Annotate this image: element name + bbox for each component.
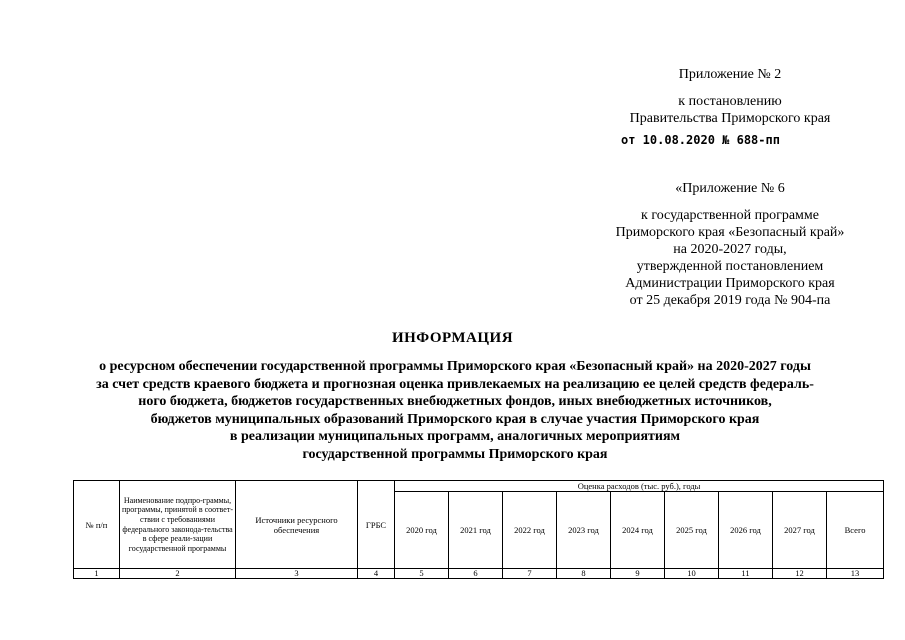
appendix-6-line: от 25 декабря 2019 года № 904-па	[629, 293, 831, 308]
column-number-cell: 10	[665, 569, 719, 579]
resource-table	[73, 480, 884, 579]
column-number-cell: 5	[395, 569, 449, 579]
appendix-2-block	[600, 66, 860, 127]
header-cell-year: 2021 год	[449, 492, 503, 569]
header-cell-year: 2022 год	[503, 492, 557, 569]
column-number-cell: 9	[611, 569, 665, 579]
resolution-date-stamp: от 10.08.2020 № 688-пп	[621, 133, 780, 147]
column-number-cell: 2	[120, 569, 236, 579]
document-title: ИНФОРМАЦИЯ	[391, 330, 514, 346]
column-number-cell: 4	[358, 569, 395, 579]
header-cell-expenses-group: Оценка расходов (тыс. руб.), годы	[395, 481, 884, 492]
subtitle-line: ного бюджета, бюджетов государственных внебюджетных фондов, иных внебюджетных источников,	[138, 394, 772, 409]
header-cell-sources: Источники ресурсного обеспечения	[236, 481, 358, 569]
header-cell-year: 2020 год	[395, 492, 449, 569]
header-cell-num: № п/п	[74, 481, 120, 569]
header-cell-program-name: Наименование подпро-граммы, программы, принятой в соответ-ствии с требованиями федерального законода-тельства в сфере реали-зации государственной программы	[120, 481, 236, 569]
header-cell-year: 2027 год	[773, 492, 827, 569]
subtitle-line: о ресурсном обеспечении государственной программы Приморского края «Безопасный край» на 2020-2027 годы	[99, 359, 811, 374]
appendix-6-line: к государственной программе	[641, 208, 819, 223]
document-subtitle	[40, 358, 870, 463]
subtitle-line: в реализации муниципальных программ, аналогичных мероприятиям	[229, 429, 681, 444]
column-number-cell: 11	[719, 569, 773, 579]
appendix-2-line-government: Правительства Приморского края	[629, 111, 831, 126]
appendix-2-line-resolution: к постановлению	[678, 94, 782, 109]
subtitle-line: государственной программы Приморского края	[302, 446, 608, 462]
table-column-numbers-row	[74, 569, 884, 579]
appendix-6-line: Администрации Приморского края	[625, 276, 835, 291]
header-cell-grbs: ГРБС	[358, 481, 395, 569]
appendix-6-heading: «Приложение № 6	[675, 181, 785, 196]
column-number-cell: 3	[236, 569, 358, 579]
column-number-cell: 13	[827, 569, 884, 579]
appendix-6-block	[600, 180, 860, 309]
header-cell-year: 2023 год	[557, 492, 611, 569]
appendix-6-line: утвержденной постановлением	[636, 259, 824, 274]
header-cell-year: 2026 год	[719, 492, 773, 569]
appendix-2-heading: Приложение № 2	[678, 67, 782, 82]
header-cell-total: Всего	[827, 492, 884, 569]
appendix-6-line: на 2020-2027 годы,	[673, 242, 787, 257]
column-number-cell: 8	[557, 569, 611, 579]
header-cell-year: 2024 год	[611, 492, 665, 569]
subtitle-line: за счет средств краевого бюджета и прогнозная оценка привлекаемых на реализацию ее целей средств федераль-	[96, 376, 814, 392]
header-cell-year: 2025 год	[665, 492, 719, 569]
appendix-6-line: Приморского края «Безопасный край»	[615, 225, 845, 240]
column-number-cell: 12	[773, 569, 827, 579]
table-header-row	[74, 481, 884, 492]
column-number-cell: 6	[449, 569, 503, 579]
column-number-cell: 1	[74, 569, 120, 579]
subtitle-line: бюджетов муниципальных образований Приморского края в случае участия Приморского края	[150, 411, 760, 427]
column-number-cell: 7	[503, 569, 557, 579]
